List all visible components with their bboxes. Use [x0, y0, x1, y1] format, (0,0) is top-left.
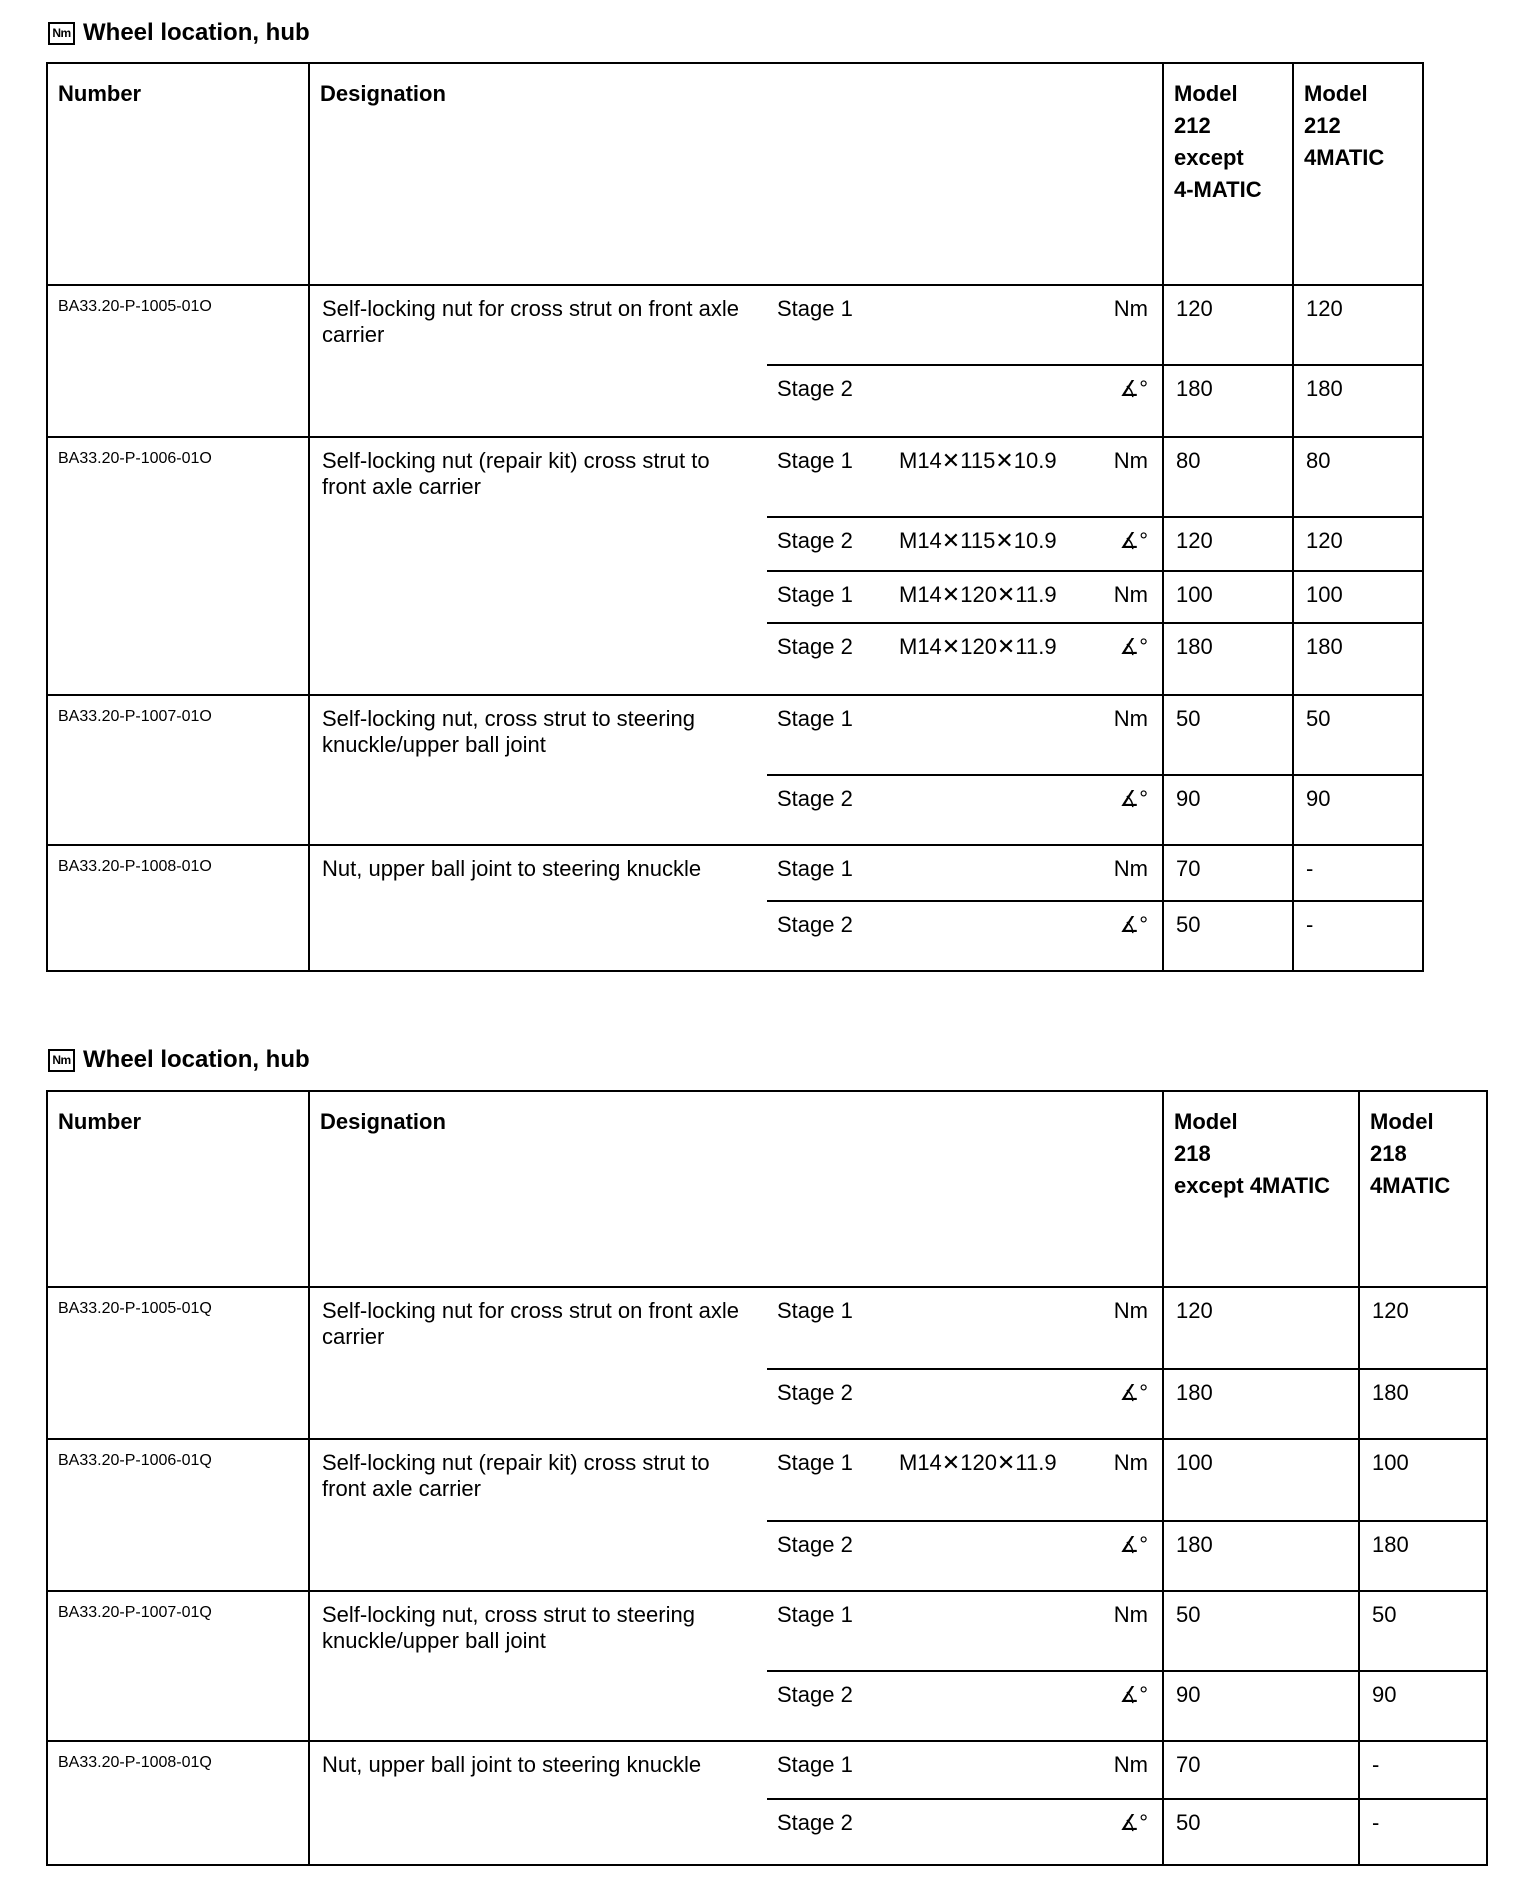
part-number: BA33.20-P-1006-01Q [47, 1439, 309, 1591]
stage-cell [767, 845, 1163, 971]
bolt-spec: M14✕120✕11.9 [899, 582, 1057, 607]
angle-icon: ∡° [1119, 1380, 1148, 1405]
angle-icon: ∡° [1119, 1810, 1148, 1835]
stage-cell [767, 1439, 1163, 1591]
stage-label: Stage 1 [777, 448, 853, 473]
torque-value: 100 [1372, 1450, 1409, 1475]
model-b-values [1359, 1591, 1487, 1741]
header-model-line: except [1174, 145, 1244, 170]
stage-row [767, 286, 1162, 364]
torque-value: 120 [1164, 516, 1292, 570]
torque-value: 120 [1294, 516, 1422, 570]
part-designation: Self-locking nut (repair kit) cross strut to front axle carrier [309, 437, 767, 695]
table-row [47, 1287, 1487, 1439]
stage-label: Stage 2 [777, 1380, 853, 1405]
torque-nm-icon: Nm [48, 1049, 75, 1072]
table-row [47, 695, 1423, 845]
header-row [47, 1091, 1487, 1287]
stage-cell [767, 1591, 1163, 1741]
torque-value: - [1294, 900, 1422, 970]
part-designation: Nut, upper ball joint to steering knuckle [309, 1741, 767, 1865]
stage-label: Stage 2 [777, 528, 853, 553]
header-model-b [1293, 63, 1423, 285]
stage-row [767, 622, 1162, 694]
part-designation: Nut, upper ball joint to steering knuckle [309, 845, 767, 971]
model-b-values [1293, 437, 1423, 695]
model-a-values [1163, 695, 1293, 845]
torque-value: 50 [1164, 1798, 1358, 1864]
header-row [47, 63, 1423, 285]
table-row [47, 285, 1423, 437]
header-model-line: 218 [1174, 1141, 1211, 1166]
torque-value: 180 [1164, 622, 1292, 694]
torque-value: 50 [1372, 1602, 1397, 1627]
torque-value: - [1360, 1798, 1486, 1864]
table-row [47, 437, 1423, 695]
model-b-values [1359, 1741, 1487, 1865]
torque-value: 100 [1164, 570, 1292, 622]
torque-value: 120 [1176, 296, 1213, 321]
torque-value: 50 [1306, 706, 1331, 731]
stage-label: Stage 1 [777, 1752, 853, 1777]
torque-value: 180 [1294, 622, 1422, 694]
angle-icon: ∡° [1119, 528, 1148, 553]
stage-row [767, 1368, 1162, 1438]
header-model-line: 218 [1370, 1141, 1407, 1166]
torque-value: 90 [1294, 774, 1422, 844]
bolt-spec: M14✕120✕11.9 [899, 634, 1057, 659]
part-designation: Self-locking nut, cross strut to steering knuckle/upper ball joint [309, 695, 767, 845]
stage-cell [767, 437, 1163, 695]
header-model-line: Model [1174, 1109, 1238, 1134]
header-model-line: Model [1304, 81, 1368, 106]
model-a-values [1163, 1439, 1359, 1591]
stage-row [767, 438, 1162, 516]
model-a-values [1163, 285, 1293, 437]
section-title-1: Wheel location, hub [83, 19, 310, 46]
torque-table-1 [46, 62, 1424, 972]
angle-icon: ∡° [1119, 376, 1148, 401]
table-row [47, 1439, 1487, 1591]
torque-value: 50 [1164, 900, 1292, 970]
model-b-values [1359, 1439, 1487, 1591]
torque-value: 80 [1306, 448, 1331, 473]
header-model-line: 4MATIC [1304, 145, 1385, 170]
bolt-spec: M14✕115✕10.9 [899, 448, 1057, 473]
header-number: Number [47, 1091, 309, 1287]
part-number: BA33.20-P-1008-01Q [47, 1741, 309, 1865]
torque-value: 120 [1176, 1298, 1213, 1323]
torque-value: 180 [1164, 1520, 1358, 1590]
stage-row [767, 1798, 1162, 1864]
header-model-line: 212 [1174, 113, 1211, 138]
stage-label: Stage 2 [777, 1532, 853, 1557]
part-designation: Self-locking nut, cross strut to steering knuckle/upper ball joint [309, 1591, 767, 1741]
torque-value: 80 [1176, 448, 1201, 473]
model-a-values [1163, 1591, 1359, 1741]
stage-label: Stage 1 [777, 582, 853, 607]
header-designation: Designation [309, 63, 1163, 285]
torque-unit: Nm [1113, 1450, 1148, 1475]
stage-row [767, 900, 1162, 970]
bolt-spec: M14✕120✕11.9 [899, 1450, 1057, 1475]
part-designation: Self-locking nut (repair kit) cross strut to front axle carrier [309, 1439, 767, 1591]
torque-value: 50 [1176, 706, 1201, 731]
section-heading-2 [48, 1045, 310, 1075]
table-row [47, 1741, 1487, 1865]
model-a-values [1163, 1741, 1359, 1865]
stage-label: Stage 2 [777, 376, 853, 401]
header-number: Number [47, 63, 309, 285]
torque-value: - [1306, 856, 1314, 881]
part-number: BA33.20-P-1005-01O [47, 285, 309, 437]
stage-row [767, 1670, 1162, 1740]
torque-value: 90 [1164, 774, 1292, 844]
part-designation: Self-locking nut for cross strut on front axle carrier [309, 1287, 767, 1439]
part-number: BA33.20-P-1007-01O [47, 695, 309, 845]
torque-value: 90 [1360, 1670, 1486, 1740]
angle-icon: ∡° [1119, 786, 1148, 811]
torque-unit: Nm [1113, 856, 1148, 881]
section-heading-1 [48, 18, 310, 48]
header-model-line: 4-MATIC [1174, 177, 1262, 202]
stage-cell [767, 695, 1163, 845]
stage-row [767, 1288, 1162, 1368]
torque-value: 180 [1164, 1368, 1358, 1438]
torque-value: 90 [1164, 1670, 1358, 1740]
model-b-values [1293, 845, 1423, 971]
torque-value: 100 [1176, 1450, 1213, 1475]
angle-icon: ∡° [1119, 1682, 1148, 1707]
stage-label: Stage 2 [777, 1810, 853, 1835]
torque-unit: Nm [1113, 1602, 1148, 1627]
torque-value: 180 [1294, 364, 1422, 436]
stage-label: Stage 2 [777, 912, 853, 937]
header-model-line: Model [1370, 1109, 1434, 1134]
table-row [47, 1591, 1487, 1741]
torque-unit: Nm [1113, 448, 1148, 473]
angle-icon: ∡° [1119, 1532, 1148, 1557]
torque-value: 100 [1294, 570, 1422, 622]
stage-row [767, 1520, 1162, 1590]
torque-value: - [1372, 1752, 1380, 1777]
stage-row [767, 846, 1162, 900]
section-title-2: Wheel location, hub [83, 1046, 310, 1073]
part-designation: Self-locking nut for cross strut on front axle carrier [309, 285, 767, 437]
stage-cell [767, 285, 1163, 437]
part-number: BA33.20-P-1008-01O [47, 845, 309, 971]
stage-label: Stage 1 [777, 706, 853, 731]
torque-value: 180 [1360, 1520, 1486, 1590]
model-b-values [1359, 1287, 1487, 1439]
stage-row [767, 570, 1162, 622]
model-b-values [1293, 285, 1423, 437]
torque-table-2 [46, 1090, 1488, 1866]
torque-value: 120 [1372, 1298, 1409, 1323]
header-model-a [1163, 1091, 1359, 1287]
torque-unit: Nm [1113, 1752, 1148, 1777]
bolt-spec: M14✕115✕10.9 [899, 528, 1057, 553]
torque-value: 70 [1176, 1752, 1201, 1777]
part-number: BA33.20-P-1007-01Q [47, 1591, 309, 1741]
stage-row [767, 1592, 1162, 1670]
stage-label: Stage 2 [777, 786, 853, 811]
stage-cell [767, 1287, 1163, 1439]
torque-value: 180 [1360, 1368, 1486, 1438]
header-model-line: Model [1174, 81, 1238, 106]
stage-label: Stage 1 [777, 1602, 853, 1627]
torque-unit: Nm [1113, 582, 1148, 607]
angle-icon: ∡° [1119, 912, 1148, 937]
stage-label: Stage 1 [777, 296, 853, 321]
stage-row [767, 696, 1162, 774]
header-designation: Designation [309, 1091, 1163, 1287]
header-model-line: except 4MATIC [1174, 1173, 1331, 1198]
stage-label: Stage 1 [777, 1298, 853, 1323]
torque-value: 180 [1164, 364, 1292, 436]
model-b-values [1293, 695, 1423, 845]
stage-cell [767, 1741, 1163, 1865]
stage-row [767, 364, 1162, 436]
model-a-values [1163, 1287, 1359, 1439]
torque-unit: Nm [1113, 296, 1148, 321]
torque-value: 120 [1306, 296, 1343, 321]
stage-label: Stage 1 [777, 856, 853, 881]
stage-label: Stage 2 [777, 634, 853, 659]
torque-unit: Nm [1113, 1298, 1148, 1323]
model-a-values [1163, 437, 1293, 695]
header-model-b [1359, 1091, 1487, 1287]
torque-value: 50 [1176, 1602, 1201, 1627]
torque-value: 70 [1176, 856, 1201, 881]
header-model-line: 212 [1304, 113, 1341, 138]
stage-row [767, 1742, 1162, 1798]
stage-row [767, 516, 1162, 570]
stage-row [767, 1440, 1162, 1520]
header-model-a [1163, 63, 1293, 285]
model-a-values [1163, 845, 1293, 971]
part-number: BA33.20-P-1005-01Q [47, 1287, 309, 1439]
angle-icon: ∡° [1119, 634, 1148, 659]
part-number: BA33.20-P-1006-01O [47, 437, 309, 695]
stage-row [767, 774, 1162, 844]
torque-unit: Nm [1113, 706, 1148, 731]
torque-nm-icon: Nm [48, 22, 75, 45]
header-model-line: 4MATIC [1370, 1173, 1451, 1198]
stage-label: Stage 2 [777, 1682, 853, 1707]
stage-label: Stage 1 [777, 1450, 853, 1475]
table-row [47, 845, 1423, 971]
